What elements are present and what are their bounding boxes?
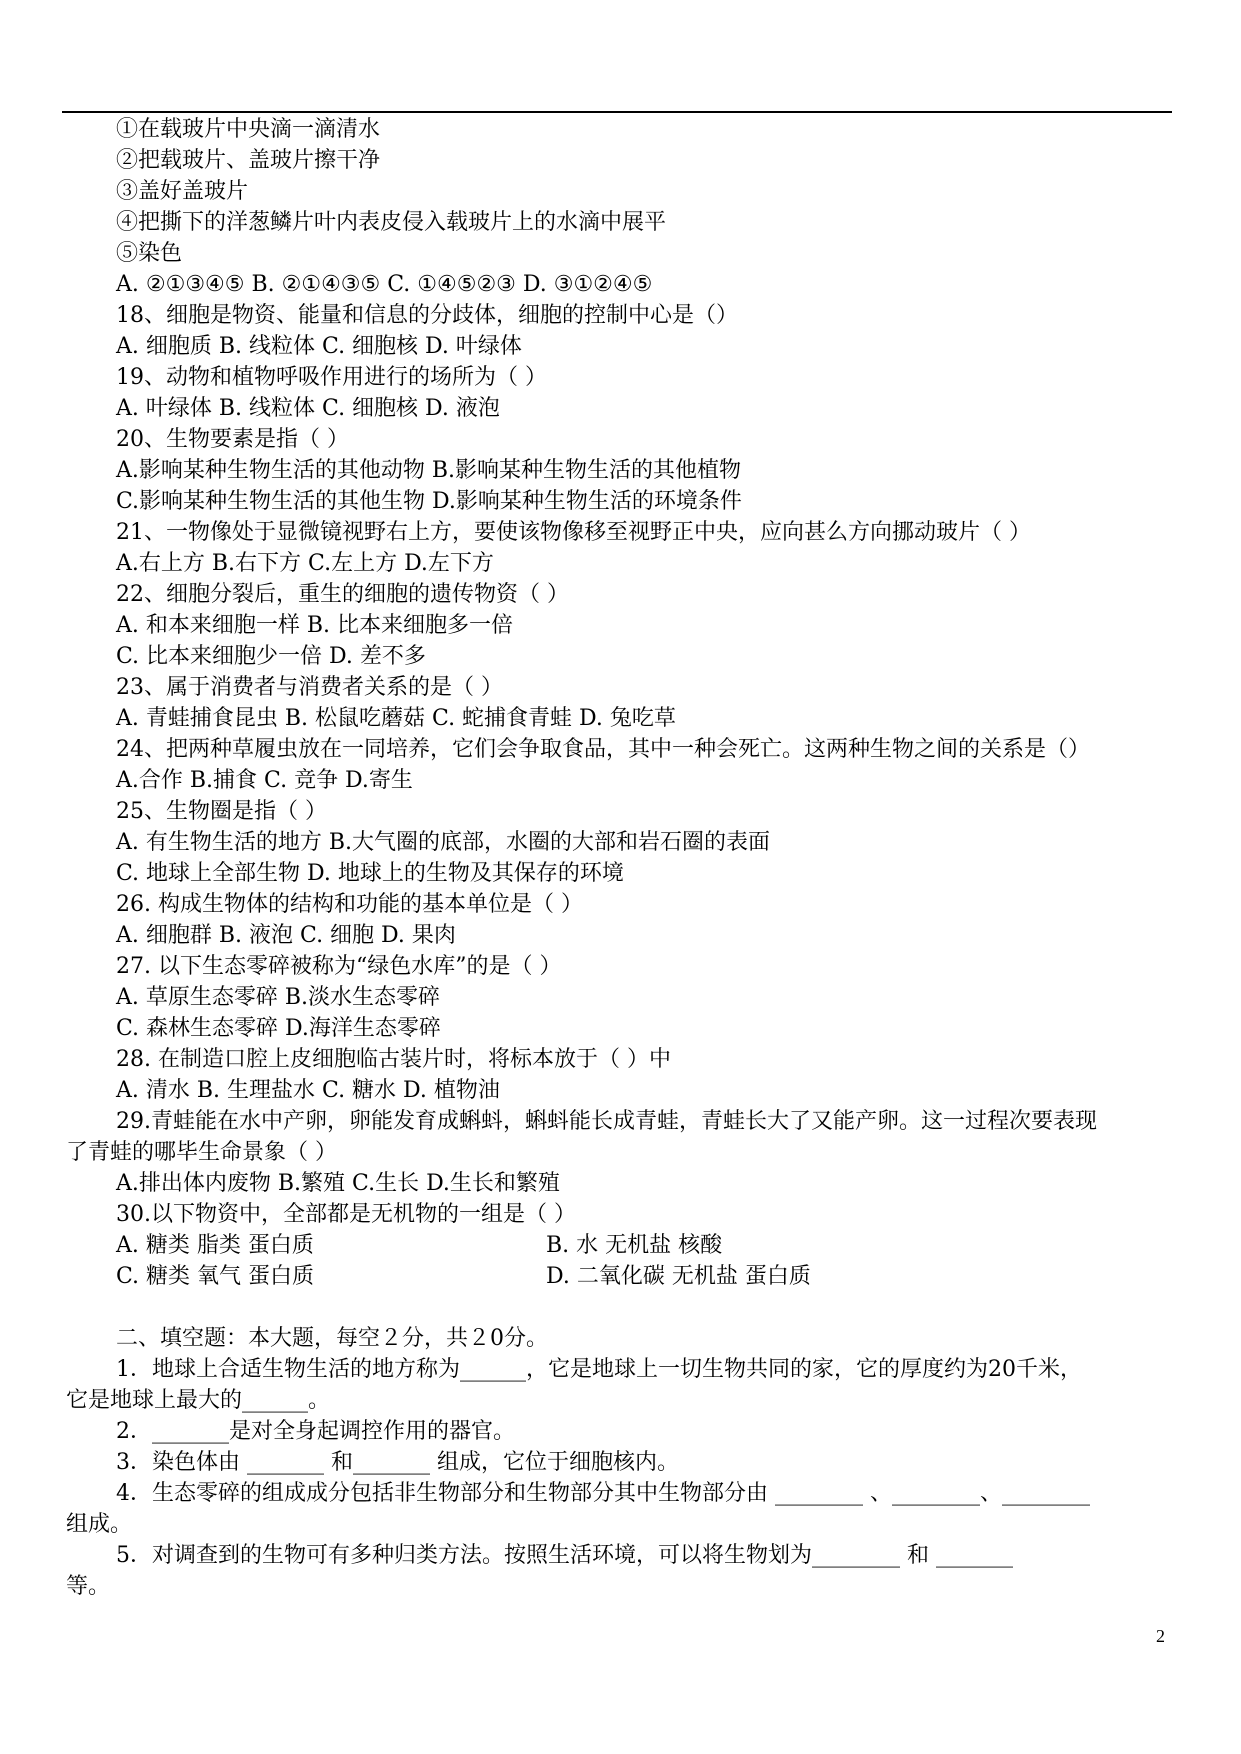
q30-options-cd [66, 1261, 1176, 1292]
q24-stem: 24、把两种草履虫放在一同培养，它们会争取食品，其中一种会死亡。这两种生物之间的关系是（） [116, 737, 1090, 762]
q25-stem: 25、生物圈是指（ ） [116, 799, 327, 824]
section-gap [66, 1292, 1176, 1323]
q27-options-ab: A. 草原生态零碎 B.淡水生态零碎 [116, 985, 441, 1010]
q27-options-cd: C. 森林生态零碎 D.海洋生态零碎 [116, 1016, 441, 1041]
q17-options: A. ②①③④⑤ B. ②①④③⑤ C. ①④⑤②③ D. ③①②④⑤ [116, 272, 653, 297]
fill5-line2: 等。 [66, 1574, 111, 1599]
step-4: ④把撕下的洋葱鳞片叶内表皮侵入载玻片上的水滴中展平 [116, 210, 667, 235]
fill5-line1: 5．对调查到的生物可有多种归类方法。按照生活环境，可以将生物划为________ 和 _______ [116, 1543, 1013, 1568]
q25-options-ab: A. 有生物生活的地方 B.大气圈的底部，水圈的大部和岩石圈的表面 [116, 830, 771, 855]
q25-options-cd: C. 地球上全部生物 D. 地球上的生物及其保存的环境 [116, 861, 624, 886]
q18-options: A. 细胞质 B. 线粒体 C. 细胞核 D. 叶绿体 [116, 334, 522, 359]
fill4-line1: 4．生态零碎的组成成分包括非生物部分和生物部分其中生物部分由 ________ 、________、________ [116, 1481, 1090, 1506]
q21-options: A.右上方 B.右下方 C.左上方 D.左下方 [116, 551, 494, 576]
page-number: 2 [1156, 1626, 1165, 1646]
step-3: ③盖好盖玻片 [116, 179, 249, 204]
q29-stem-line1: 29.青蛙能在水中产卵，卵能发育成蝌蚪，蝌蚪能长成青蛙，青蛙长大了又能产卵。这一过程次要表现 [116, 1109, 1097, 1134]
step-1: ①在载玻片中央滴一滴清水 [116, 117, 381, 142]
q20-options-ab: A.影响某种生物生活的其他动物 B.影响某种生物生活的其他植物 [116, 458, 742, 483]
q21-stem: 21、一物像处于显微镜视野右上方，要使该物像移至视野正中央，应向甚么方向挪动玻片（ ） [116, 520, 1031, 545]
fill3: 3．染色体由 _______ 和_______ 组成，它位于细胞核内。 [116, 1450, 679, 1475]
q30-options-ab [66, 1230, 1176, 1261]
q30-stem: 30.以下物资中，全部都是无机物的一组是（ ） [116, 1202, 576, 1227]
q26-stem: 26. 构成生物体的结构和功能的基本单位是（ ） [116, 892, 583, 917]
q24-options: A.合作 B.捕食 C. 竞争 D.寄生 [116, 768, 413, 793]
q19-stem: 19、动物和植物呼吸作用进行的场所为（ ） [116, 365, 547, 390]
fill1-line2: 它是地球上最大的______。 [66, 1388, 331, 1413]
header-rule [62, 111, 1172, 113]
q30-option-d: D. 二氧化碳 无机盐 蛋白质 [546, 1264, 811, 1289]
q22-stem: 22、细胞分裂后，重生的细胞的遗传物资（ ） [116, 582, 569, 607]
q27-stem: 27. 以下生态零碎被称为“绿色水库”的是（ ） [116, 954, 562, 979]
fill1-line1: 1．地球上合适生物生活的地方称为______，它是地球上一切生物共同的家，它的厚度约为20千米， [116, 1357, 1082, 1382]
fill2: 2．_______是对全身起调控作用的器官。 [116, 1419, 515, 1444]
step-5: ⑤染色 [116, 241, 183, 266]
q20-options-cd: C.影响某种生物生活的其他生物 D.影响某种生物生活的环境条件 [116, 489, 742, 514]
q30-option-b: B. 水 无机盐 核酸 [546, 1233, 723, 1258]
q22-options-cd: C. 比本来细胞少一倍 D. 差不多 [116, 644, 426, 669]
step-2: ②把载玻片、盖玻片擦干净 [116, 148, 381, 173]
q28-stem: 28. 在制造口腔上皮细胞临古装片时，将标本放于（ ）中 [116, 1047, 671, 1072]
q22-options-ab: A. 和本来细胞一样 B. 比本来细胞多一倍 [116, 613, 514, 638]
q23-stem: 23、属于消费者与消费者关系的是（ ） [116, 675, 503, 700]
q28-options: A. 清水 B. 生理盐水 C. 糖水 D. 植物油 [116, 1078, 500, 1103]
q29-stem-line2: 了青蛙的哪毕生命景象（ ） [66, 1140, 337, 1165]
q30-option-c: C. 糖类 氧气 蛋白质 [116, 1264, 315, 1289]
q20-stem: 20、生物要素是指（ ） [116, 427, 349, 452]
q26-options: A. 细胞群 B. 液泡 C. 细胞 D. 果肉 [116, 923, 456, 948]
q29-options: A.排出体内废物 B.繁殖 C.生长 D.生长和繁殖 [116, 1171, 560, 1196]
exam-content [66, 114, 1176, 1602]
fill4-line2: 组成。 [66, 1512, 133, 1537]
q18-stem: 18、细胞是物资、能量和信息的分歧体，细胞的控制中心是（） [116, 303, 738, 328]
q19-options: A. 叶绿体 B. 线粒体 C. 细胞核 D. 液泡 [116, 396, 500, 421]
q30-option-a: A. 糖类 脂类 蛋白质 [116, 1233, 314, 1258]
q23-options: A. 青蛙捕食昆虫 B. 松鼠吃蘑菇 C. 蛇捕食青蛙 D. 兔吃草 [116, 706, 676, 731]
section2-heading: 二、填空题：本大题，每空２分，共２0分。 [116, 1326, 548, 1351]
